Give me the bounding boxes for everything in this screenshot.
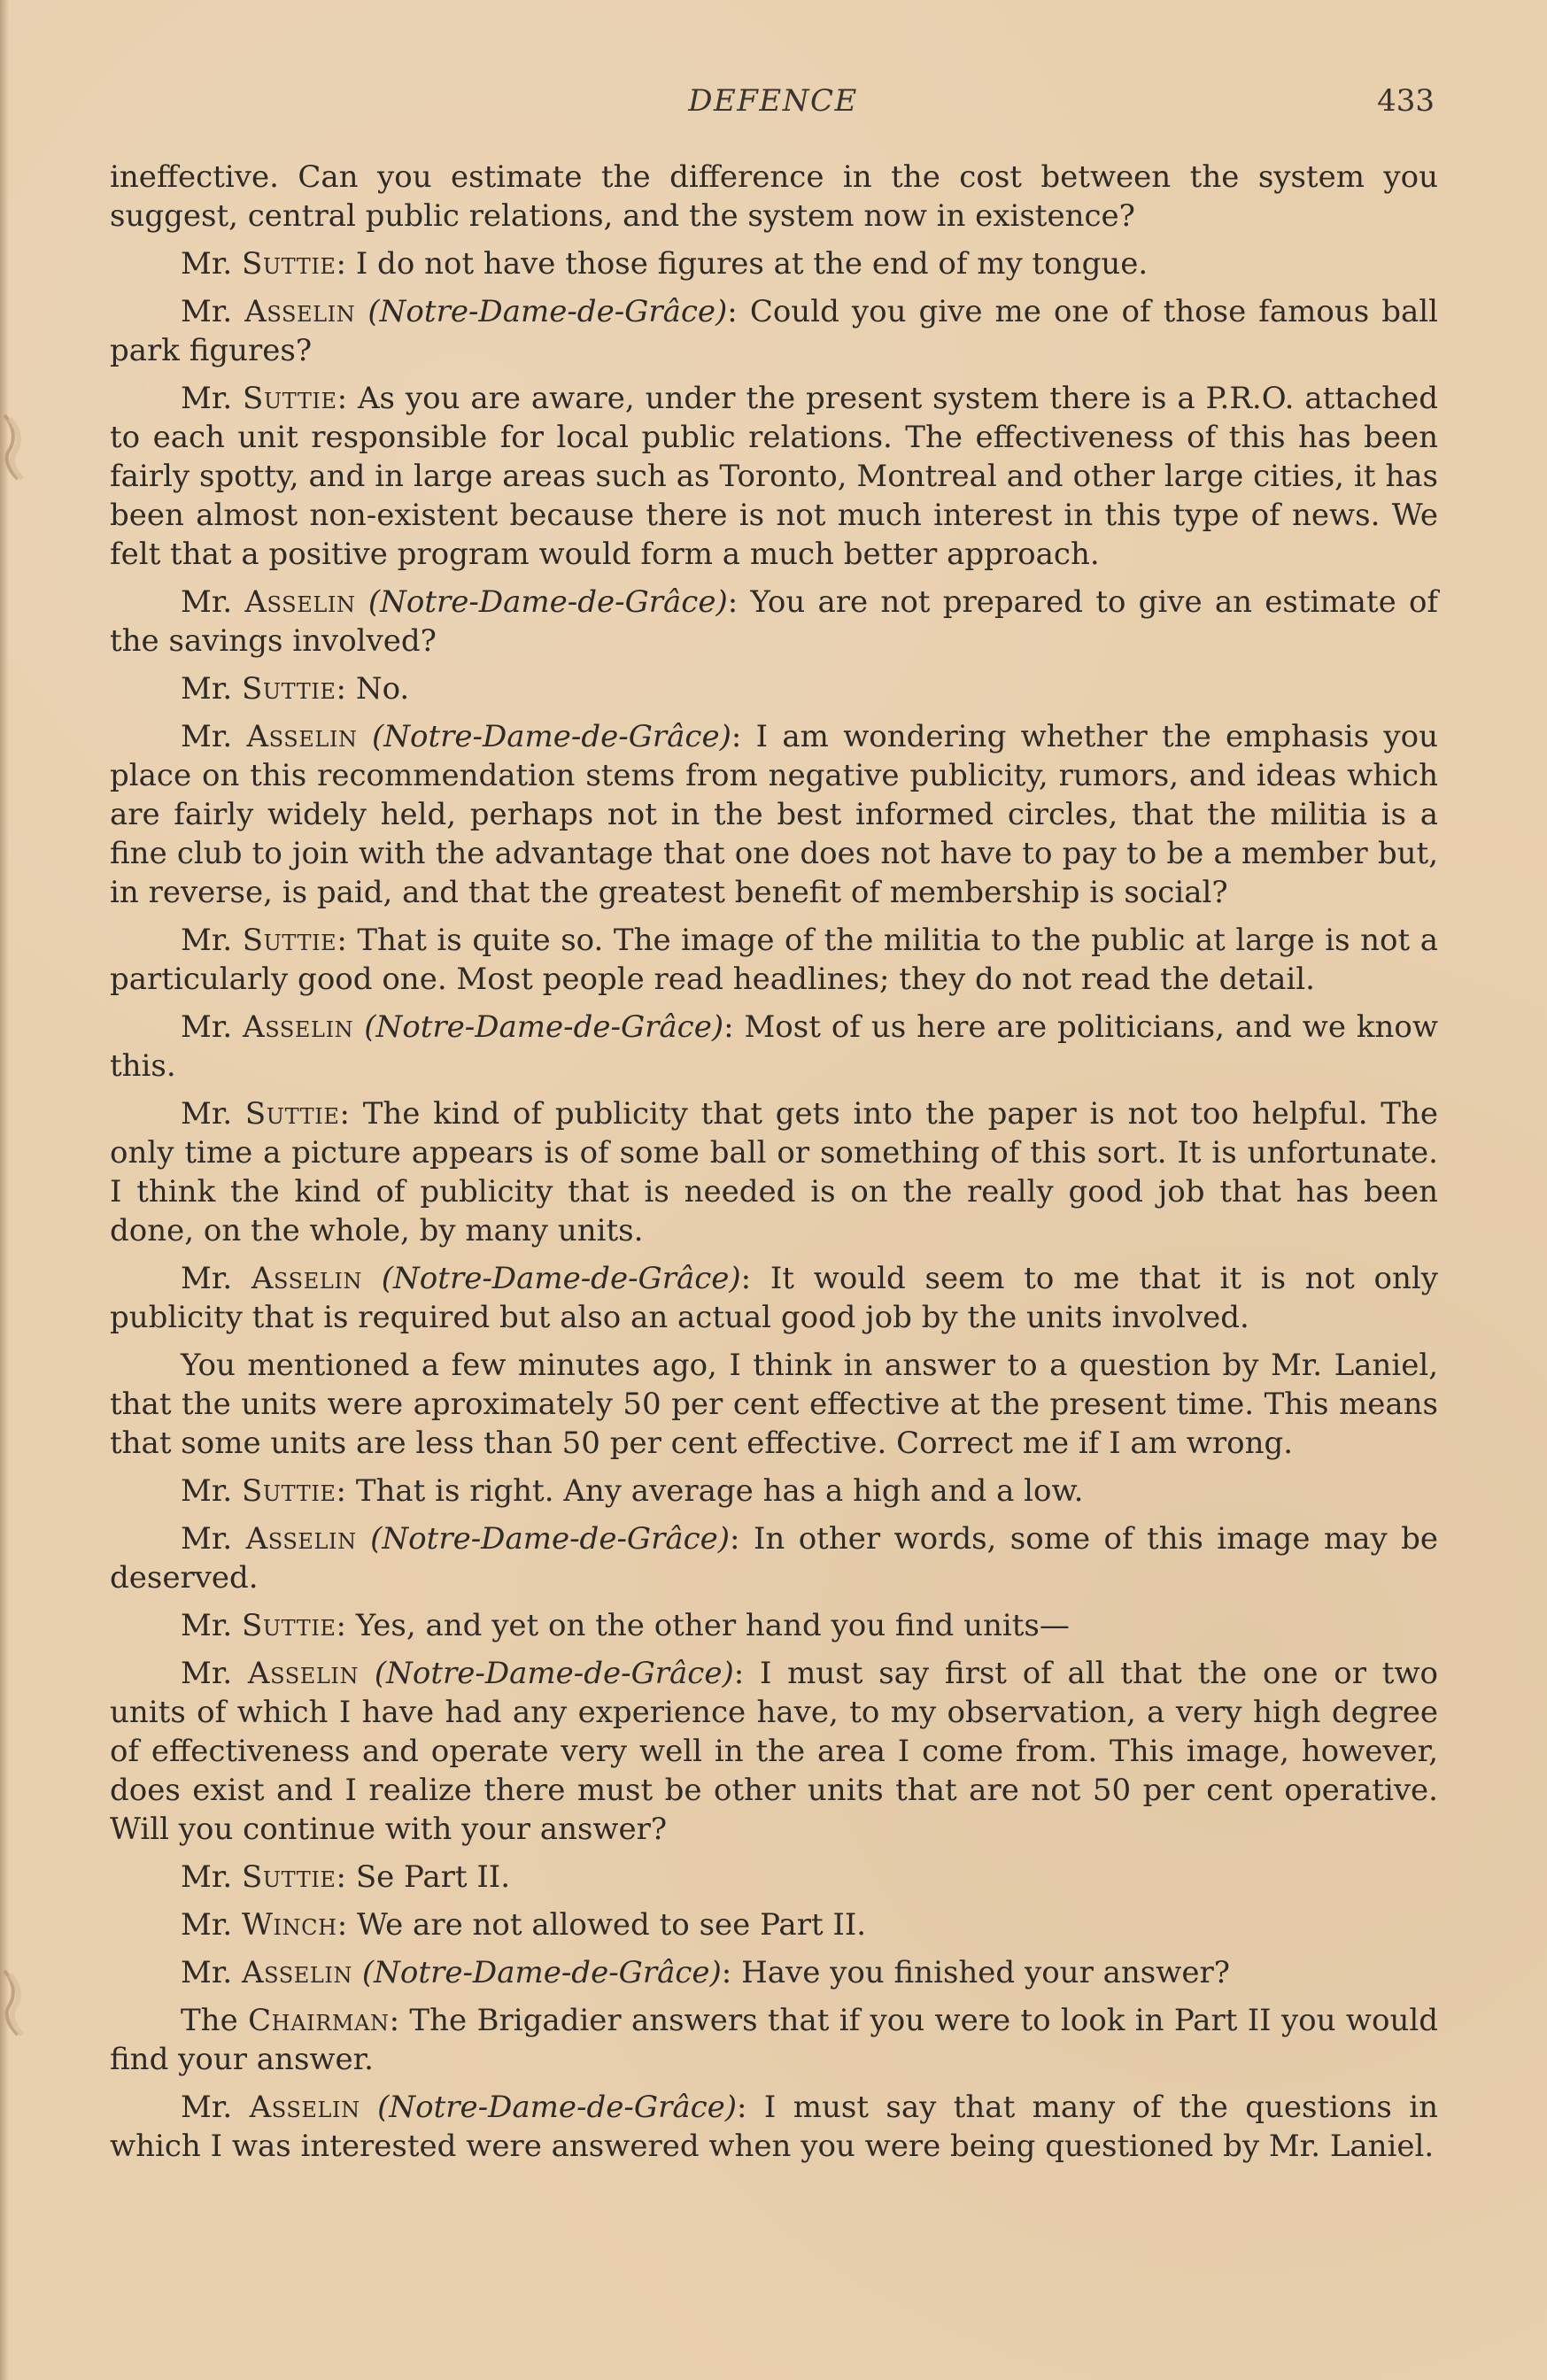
speaker-honorific: Mr. [181, 1521, 246, 1557]
paragraph-text: Could you give me one of those famous ball park figures? [110, 294, 1438, 368]
paragraph [110, 1259, 1438, 1337]
speaker-name: Asselin [245, 1521, 357, 1557]
speaker-colon: : [727, 584, 751, 620]
running-head: DEFENCE [688, 83, 858, 119]
speaker-name: Asselin [251, 1261, 363, 1296]
speaker-colon: : [336, 381, 358, 416]
paragraph [110, 1008, 1438, 1086]
speaker-honorific: Mr. [181, 671, 242, 707]
speaker-colon: : [339, 1096, 363, 1132]
speaker-riding: (Notre-Dame-de-Grâce) [381, 1261, 741, 1296]
speaker-name: Asselin [244, 294, 356, 329]
paragraph [110, 1094, 1438, 1250]
paragraph-text: That is quite so. The image of the militia to the public at large is not a particularly good one. Most people read headlines; they do not read the detail. [110, 923, 1438, 997]
speaker-colon: : [336, 1859, 356, 1895]
speaker-honorific: Mr. [181, 381, 244, 416]
paragraph-text: Se Part II. [355, 1859, 511, 1895]
paragraph [110, 2088, 1438, 2166]
paragraph [110, 158, 1438, 236]
paragraph-text: Most of us here are politicians, and we know this. [110, 1009, 1438, 1084]
paragraph [110, 1905, 1438, 1944]
speaker-colon: : [727, 294, 750, 329]
paragraph [110, 1346, 1438, 1463]
paragraph-text: I do not have those figures at the end of my tongue. [355, 246, 1149, 282]
paragraph-text: You mentioned a few minutes ago, I think in answer to a question by Mr. Laniel, that the units were aproximately 50 per cent effective at the present time. This means that some units are less than 50 per cent effective. Correct me if I am wrong. [110, 1348, 1438, 1461]
paragraph-text: Have you finished your answer? [741, 1955, 1230, 1990]
paragraph [110, 1519, 1438, 1597]
speaker-name: Asselin [244, 584, 356, 620]
speaker-name: Chairman [248, 2003, 390, 2038]
paragraph [110, 1606, 1438, 1645]
speaker-honorific: Mr. [181, 2090, 250, 2125]
speaker-honorific: Mr. [181, 1261, 251, 1296]
speaker-name: Asselin [247, 1656, 360, 1691]
speaker-riding: (Notre-Dame-de-Grâce) [377, 2090, 738, 2125]
speaker-honorific: The [181, 2003, 249, 2038]
speaker-name: Suttie [243, 381, 337, 416]
speaker-colon: : [336, 923, 358, 958]
speaker-name: Asselin [243, 1009, 354, 1045]
speaker-honorific: Mr. [181, 246, 242, 282]
paragraph [110, 921, 1438, 999]
paragraph [110, 379, 1438, 574]
paragraph [110, 292, 1438, 370]
paragraph-text: I must say that many of the questions in which I was interested were answered when you were being questioned by Mr. Laniel. [110, 2090, 1439, 2164]
speaker-colon: : [336, 671, 356, 707]
paragraph-text: That is right. Any average has a high and a low. [355, 1473, 1084, 1509]
document-body [110, 158, 1438, 2166]
binding-mark-icon [0, 410, 35, 486]
paragraph-text: Yes, and yet on the other hand you find units— [355, 1608, 1070, 1643]
speaker-colon: : [733, 1656, 760, 1691]
paragraph [110, 1858, 1438, 1897]
speaker-colon: : [731, 719, 756, 754]
paragraph-text: The Brigadier answers that if you were to look in Part II you would find your answer. [110, 2003, 1438, 2077]
paragraph [110, 2001, 1438, 2079]
speaker-riding: (Notre-Dame-de-Grâce) [374, 1656, 734, 1691]
speaker-riding: (Notre-Dame-de-Grâce) [367, 294, 728, 329]
speaker-honorific: Mr. [181, 1656, 248, 1691]
page-header [112, 83, 1435, 126]
speaker-riding: (Notre-Dame-de-Grâce) [371, 719, 731, 754]
speaker-honorific: Mr. [181, 1473, 242, 1509]
paragraph [110, 669, 1438, 708]
paragraph-text: It would seem to me that it is not only publicity that is required but also an actual good job by the units involved. [110, 1261, 1439, 1335]
speaker-colon: : [336, 1907, 357, 1943]
binding-mark-icon [0, 1966, 35, 2042]
speaker-name: Suttie [244, 1096, 340, 1132]
speaker-honorific: Mr. [181, 1096, 245, 1132]
paragraph [110, 1953, 1438, 1992]
speaker-name: Suttie [241, 1473, 336, 1509]
speaker-honorific: Mr. [181, 294, 245, 329]
paragraph-text: ineffective. Can you estimate the difference in the cost between the system you suggest, central public relations, and the system now in existence? [110, 159, 1438, 234]
paragraph-text: In other words, some of this image may be deserved. [110, 1521, 1439, 1596]
paragraph [110, 583, 1438, 661]
speaker-honorific: Mr. [181, 584, 245, 620]
speaker-colon: : [730, 1521, 754, 1557]
speaker-honorific: Mr. [181, 1907, 242, 1943]
speaker-name: Asselin [249, 2090, 360, 2125]
speaker-honorific: Mr. [181, 1009, 244, 1045]
speaker-colon: : [723, 1009, 745, 1045]
paragraph-text: No. [355, 671, 410, 707]
paragraph [110, 1472, 1438, 1511]
paragraph-text: The kind of publicity that gets into the paper is not too helpful. The only time a picture appears is of some ball or something of this sort. It is unfortunate. I think the kind of publicity that is needed is on the really good job that has been done, on the whole, by many units. [110, 1096, 1439, 1248]
speaker-name: Winch [241, 1907, 337, 1943]
speaker-name: Suttie [241, 671, 336, 707]
speaker-name: Asselin [246, 719, 358, 754]
speaker-honorific: Mr. [181, 923, 243, 958]
speaker-name: Asselin [241, 1955, 353, 1990]
speaker-colon: : [336, 1608, 356, 1643]
paragraph-text: You are not prepared to give an estimate of the savings involved? [110, 584, 1439, 659]
speaker-colon: : [336, 1473, 356, 1509]
speaker-honorific: Mr. [181, 1955, 242, 1990]
speaker-name: Suttie [242, 923, 337, 958]
speaker-colon: : [721, 1955, 742, 1990]
speaker-colon: : [336, 246, 356, 282]
speaker-colon: : [737, 2090, 764, 2125]
paragraph-text: I must say first of all that the one or two units of which I have had any experience have, to my observation, a very high degree of effectiveness and operate very well in the area I come from. This image, however, does exist and I realize there must be other units that are not 50 per cent operative. Will you continue with your answer? [110, 1656, 1439, 1847]
speaker-colon: : [389, 2003, 410, 2038]
speaker-honorific: Mr. [181, 1859, 242, 1895]
paragraph [110, 717, 1438, 912]
paragraph-text: I am wondering whether the emphasis you place on this recommendation stems from negative publicity, rumors, and ideas which are fairly widely held, perhaps not in the best informed circles, that the militia is a fine club to join with the advantage that one does not have to pay to be a member but, in reverse, is paid, and that the greatest benefit of membership is social? [110, 719, 1439, 910]
paragraph-text: We are not allowed to see Part II. [356, 1907, 867, 1943]
page-number: 433 [1377, 83, 1435, 119]
speaker-riding: (Notre-Dame-de-Grâce) [367, 584, 728, 620]
speaker-riding: (Notre-Dame-de-Grâce) [364, 1009, 724, 1045]
speaker-honorific: Mr. [181, 1608, 242, 1643]
speaker-honorific: Mr. [181, 719, 247, 754]
speaker-riding: (Notre-Dame-de-Grâce) [361, 1955, 722, 1990]
speaker-name: Suttie [241, 246, 336, 282]
paragraph-text: As you are aware, under the present system there is a P.R.O. attached to each unit responsible for local public relations. The effectiveness of this has been fairly spotty, and in large areas such as Toronto, Montreal and other large cities, it has been almost non-existent because there is not much interest in this type of news. We felt that a positive program would form a much better approach. [110, 381, 1439, 572]
paragraph [110, 1654, 1438, 1849]
speaker-name: Suttie [241, 1608, 336, 1643]
speaker-riding: (Notre-Dame-de-Grâce) [370, 1521, 731, 1557]
speaker-colon: : [740, 1261, 770, 1296]
paragraph [110, 244, 1438, 283]
speaker-name: Suttie [241, 1859, 336, 1895]
